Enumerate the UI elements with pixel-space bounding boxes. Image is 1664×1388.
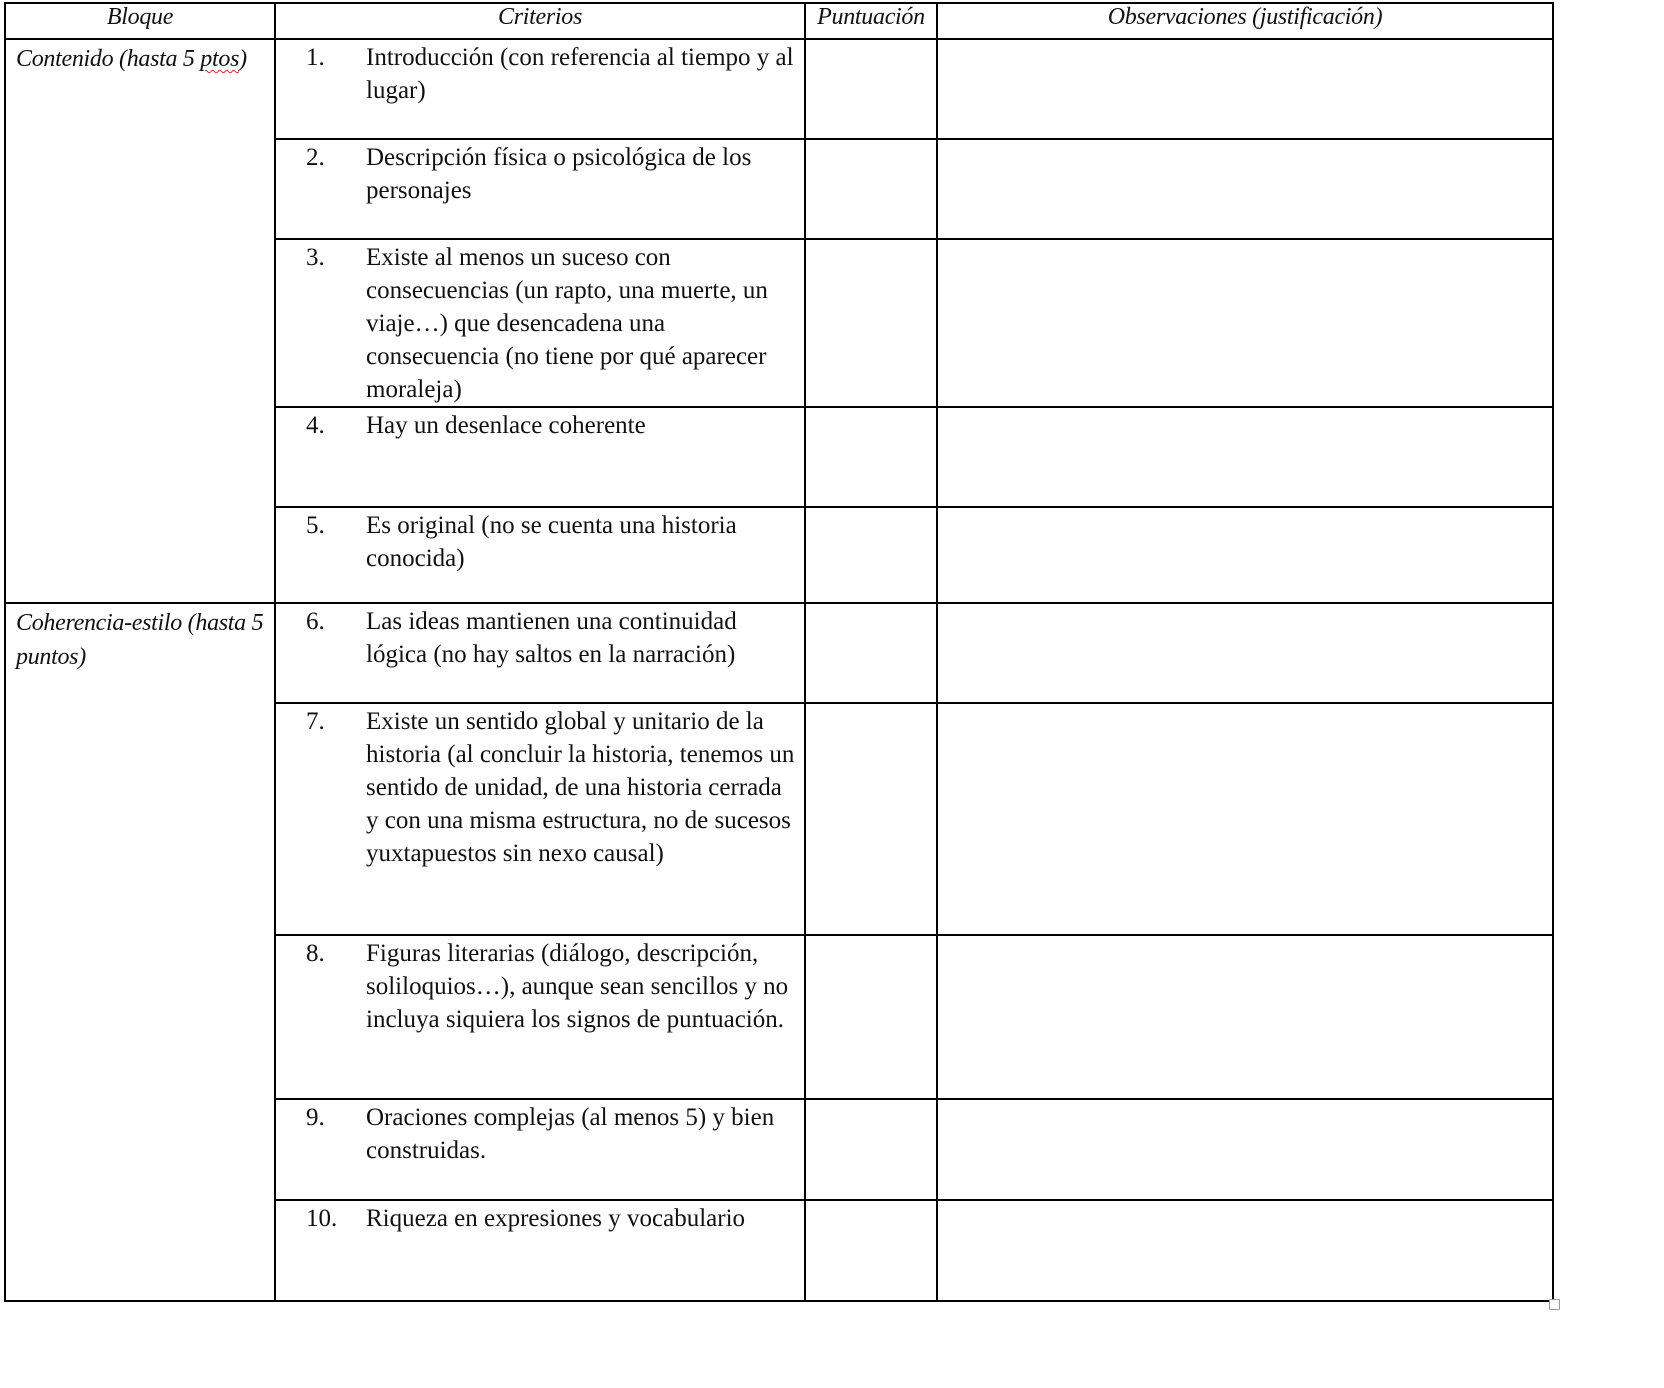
criterion-number: 4. [306,412,325,439]
header-score: Puntuación [805,3,937,39]
criterion-number: 5. [306,512,325,539]
observation-cell[interactable] [937,239,1553,407]
observation-cell[interactable] [937,703,1553,935]
observation-cell[interactable] [937,935,1553,1099]
observation-cell[interactable] [937,1099,1553,1200]
score-cell[interactable] [805,507,937,603]
spellcheck-flagged-word[interactable]: ptos [200,46,240,72]
criterion-number: 3. [306,244,325,271]
observation-cell[interactable] [937,39,1553,139]
criterion-number: 9. [306,1104,325,1131]
observation-cell[interactable] [937,603,1553,703]
criterion-cell [275,603,805,703]
criterion-cell [275,239,805,407]
observation-cell[interactable] [937,507,1553,603]
observation-cell[interactable] [937,407,1553,507]
criterion-number: 6. [306,608,325,635]
criterion-number: 7. [306,708,325,735]
rubric-table [4,2,1554,1302]
criterion-cell [275,507,805,603]
criterion-text: Hay un desenlace coherente [366,412,646,439]
criterion-number: 10. [306,1205,338,1232]
criterion-cell [275,39,805,139]
criterion-number: 1. [306,44,325,71]
criterion-row-6 [5,603,1553,703]
criterion-text: Existe un sentido global y unitario de la historia (al concluir la historia, tenemos un sentido de unidad, de una historia cerrada y con una misma estructura, no de sucesos yuxtapuestos sin nexo causal) [366,708,795,867]
header-observations: Observaciones (justificación) [937,3,1553,39]
criterion-cell [275,407,805,507]
criterion-text: Riqueza en expresiones y vocabulario [366,1205,746,1232]
criterion-cell [275,1200,805,1301]
block-label-coherence: Coherencia-estilo (hasta 5 puntos) [5,603,275,1301]
score-cell[interactable] [805,603,937,703]
score-cell[interactable] [805,239,937,407]
observation-cell[interactable] [937,139,1553,239]
block-label-content: Contenido (hasta 5 ptos) [5,39,275,603]
criterion-text: Oraciones complejas (al menos 5) y bien construidas. [366,1104,775,1164]
criterion-text: Existe al menos un suceso con consecuencias (un rapto, una muerte, un viaje…) que desencadena una consecuencia (no tiene por qué aparecer moraleja) [366,244,768,403]
criterion-cell [275,703,805,935]
criterion-text: Descripción física o psicológica de los personajes [366,144,752,204]
criterion-cell [275,1099,805,1200]
criterion-text: Introducción (con referencia al tiempo y al lugar) [366,44,794,104]
header-block: Bloque [5,3,275,39]
score-cell[interactable] [805,935,937,1099]
score-cell[interactable] [805,407,937,507]
score-cell[interactable] [805,703,937,935]
criterion-row-1 [5,39,1553,139]
criterion-cell [275,139,805,239]
criterion-number: 2. [306,144,325,171]
table-resize-handle[interactable] [1549,1299,1560,1310]
header-row [5,3,1553,39]
criterion-cell [275,935,805,1099]
score-cell[interactable] [805,1099,937,1200]
criterion-text: Las ideas mantienen una continuidad lógica (no hay saltos en la narración) [366,608,737,668]
header-criteria: Criterios [275,3,805,39]
observation-cell[interactable] [937,1200,1553,1301]
criterion-text: Es original (no se cuenta una historia conocida) [366,512,737,572]
criterion-number: 8. [306,940,325,967]
score-cell[interactable] [805,39,937,139]
score-cell[interactable] [805,139,937,239]
score-cell[interactable] [805,1200,937,1301]
criterion-text: Figuras literarias (diálogo, descripción, soliloquios…), aunque sean sencillos y no incluya siquiera los signos de puntuación. [366,940,789,1033]
